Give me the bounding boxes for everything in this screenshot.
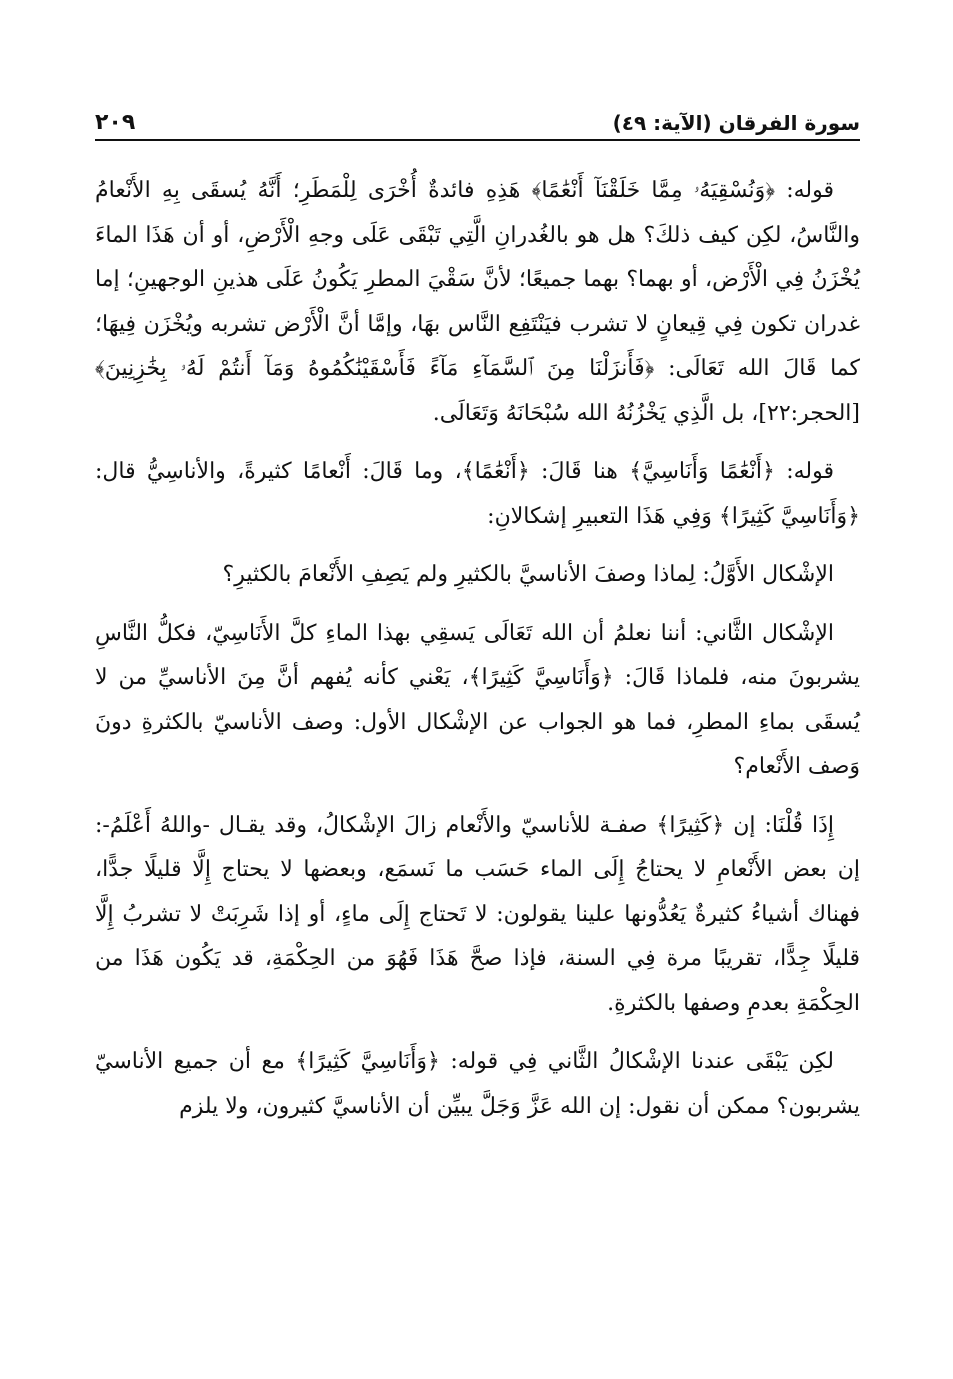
paragraph-1: قوله: ﴿وَنُسْقِيَهُۥ مِمَّا خَلَقْنَآ أَنْعَٰمًا﴾ هَذِهِ فائدةٌ أُخْرَى لِلْمَطَرِ؛ أَنَّهُ يُسقَى بِهِ الأَنْعامُ والنَّاسُ، لكِن كيف ذلكَ؟ هل هو بالغُدرانِ الَّتِي تَبْقَى عَلَى وجهِ الْأَرْضِ، أو أن هَذَا الماءَ يُخْزَنُ فِي الْأَرْض، أو بهما؟ بهما جميعًا؛ لأنَّ سَقْيَ المطرِ يَكُونُ عَلَى هذينِ الوجهينِ؛ إما غدران تكون فِي قِيعانٍ لا تشرب فيَنْتَفِع النَّاس بهَا، وإمَّا أنَّ الْأَرْض تشربه ويُخْزَن فِيهَا؛ كما قَالَ الله تَعَالَى: ﴿فَأَنزَلْنَا مِنَ ٱلسَّمَآءِ مَآءً فَأَسْقَيْنَٰكُمُوهُ وَمَآ أَنتُمْ لَهُۥ بِخَٰزِنِينَ﴾ [الحجر:٢٢]، بل الَّذِي يَخْزُنُهُ الله سُبْحَانَهُ وَتَعَالَى. bbox=[95, 178, 860, 426]
page-header bbox=[95, 95, 860, 141]
paragraph-3: الإشْكال الأَوَّلُ: لِماذا وصفَ الأناسيَّ بالكثيرِ ولم يَصِفِ الأَنْعامَ بالكثيرِ؟ bbox=[222, 562, 834, 587]
paragraph-2: قوله: ﴿أَنْعَٰمًا وَأَنَاسِيَّ﴾ هنا قَالَ: ﴿أَنْعَٰمًا﴾، وما قَالَ: أَنْعامًا كثيرةً، والأناسِيُّ قال: ﴿وَأَنَاسِيَّ كَثِيرًا﴾ وَفِي هَذَا التعبيرِ إشكالانِ: bbox=[95, 459, 860, 529]
running-title: سورة الفرقان (الآية: ٤٩) bbox=[612, 111, 860, 135]
page-body bbox=[95, 169, 860, 1129]
page-number: ٢٠٩ bbox=[95, 110, 136, 135]
paragraph-6: لكِن يَبْقَى عندنا الإشْكالُ الثَّاني فِي قوله: ﴿وَأَنَاسِيَّ كَثِيرًا﴾ مع أن جميع الأناسيّ يشربون؟ ممكن أن نقول: إن الله عَزَّ وَجَلَّ يبيِّن أن الأناسيَّ كثيرون، ولا يلزم bbox=[95, 1049, 860, 1119]
paragraph-4: الإشْكال الثَّاني: أننا نعلمُ أن الله تَعَالَى يَسقِي بهذا الماءِ كلَّ الأَنَاسِيّ، فكلُّ النَّاسِ يشربونَ منه، فلماذا قَالَ: ﴿وَأَنَاسِيَّ كَثِيرًا﴾، يَعْني كأنه يُفهم أنَّ مِنَ الأناسيِّ من لا يُسقَى بماءِ المطرِ، فما هو الجواب عن الإشْكال الأول: وصف الأناسيّ بالكثرةِ دونَ وَصف الأَنْعام؟ bbox=[95, 620, 860, 779]
paragraph-5: إِذَا قُلْنَا: إن ﴿كَثِيرًا﴾ صفـة للأناسيّ والأَنْعام زالَ الإشْكالُ، وقد يقـال -واللهُ أَعْلَمُ-: إن بعض الأَنْعامِ لا يحتاجُ إِلَى الماء حَسَب ما نَسمَع، وبعضها لا يحتاج إِلَّا قليلًا جدًّا، فهناك أشياءُ كثيرةٌ يَعُدُّونها علينا يقولون: لا تَحتاج إِلَى ماءٍ، أو إذا شَرِبَتْ لا تشربُ إِلَّا قليلًا جِدًّا، تقريبًا مرة فِي السنة، فإذا صحَّ هَذَا فَهُوَ من الحِكْمَةِ، قد يَكُون هَذَا من الحِكْمَةِ بعدمِ وصفها بالكثرةِ. bbox=[95, 812, 860, 1016]
book-page bbox=[95, 95, 860, 1325]
